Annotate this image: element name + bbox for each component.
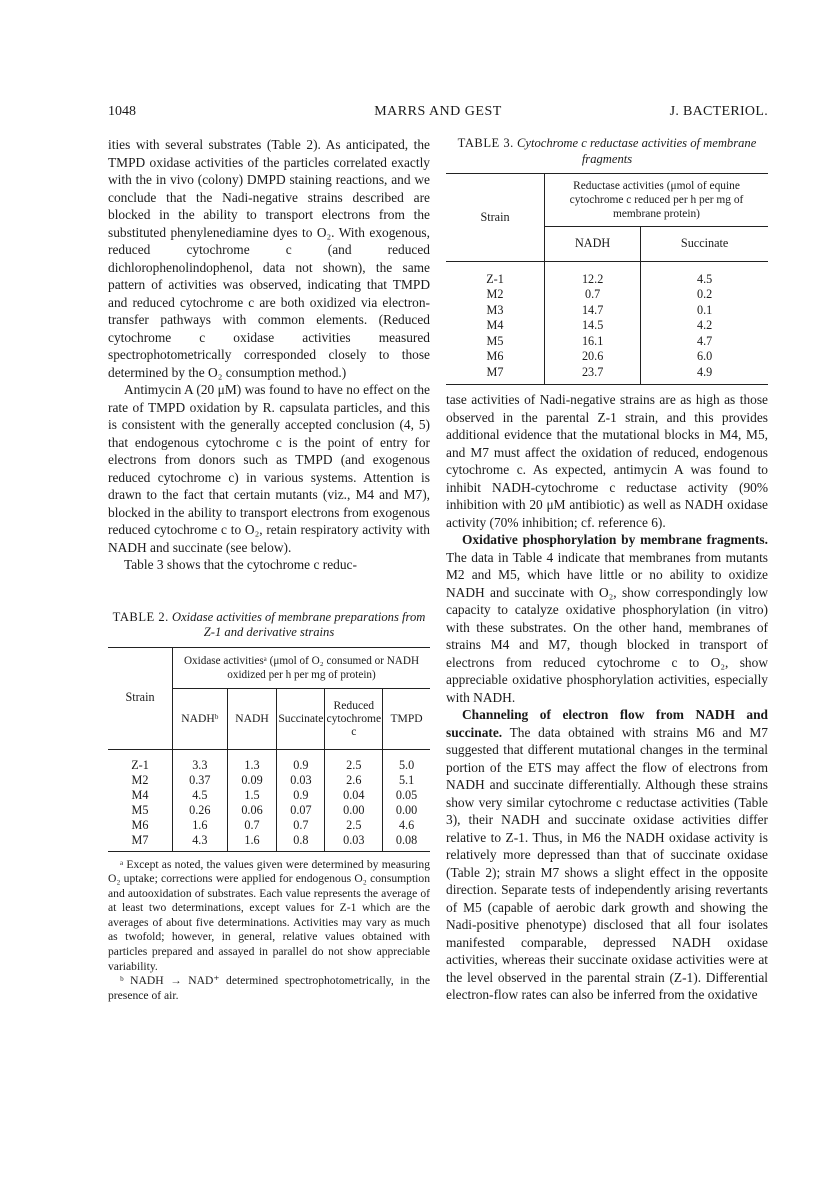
table2-col-header: TMPD	[383, 688, 430, 749]
table3-cell: 20.6	[545, 349, 641, 365]
body-paragraph: tase activities of Nadi-negative strains are as high as those observed in the parental Z-1 strain, and this provides additional evidence that the mutational blocks in M4, M5, and M7 must affect the oxidation of reduced, endogenous cytochrome c. As expected, antimycin A was found to inhibit NADH-cytochrome c reductase activity (90% inhibition with 20 μM antibiotic) as well as NADH oxidase activity (70% inhibition; cf. reference 6).	[446, 392, 768, 530]
table3-strain: Z-1	[446, 261, 545, 287]
table3-cell: 6.0	[697, 349, 713, 363]
table3-span-header: Reductase activities (μmol of equine cytochrome c reduced per h per mg of membrane protein)	[545, 174, 769, 227]
table-row	[446, 318, 768, 334]
running-title: MARRS AND GEST	[374, 104, 502, 119]
table-row	[446, 349, 768, 365]
left-column	[108, 136, 430, 1003]
table2-cell: 0.7	[277, 818, 325, 833]
body-paragraph: Antimycin A (20 μM) was found to have no effect on the rate of TMPD oxidation by R. capsulata particles, and this is consistent with the generally accepted conclusion (4, 5) that endogenous cytochrome c is the point of entry for electrons from donors such as TMPD (and exogenous reduced cytochrome c) in various systems. Attention is drawn to the fact that certain mutants (viz., M4 and M7), blocked in the ability to transport electrons from exogenous reduced cytochrome c to O₂, retain respiratory activity with NADH and succinate (see below).	[108, 382, 430, 555]
table2-strain: M5	[108, 803, 173, 818]
table2-footnote-b: ᵇ NADH → NAD⁺ determined spectrophotometrically, in the presence of air.	[108, 974, 430, 1002]
table2-cell: 0.06	[227, 803, 277, 818]
table2-strain: M4	[108, 788, 173, 803]
table3-strain: M5	[446, 334, 545, 350]
table2-strain: Z-1	[108, 749, 173, 773]
body-paragraph	[446, 706, 768, 1004]
journal-name: J. BACTERIOL.	[669, 104, 768, 119]
table3-cell: 4.2	[697, 318, 713, 332]
table2-strain: M6	[108, 818, 173, 833]
paragraph-text: The data in Table 4 indicate that membranes from mutants M2 and M5, which have little or no ability to oxidize NADH and succinate with O₂, show correspondingly low capacity to catalyze oxidative phosphorylation (in vitro) with these substrates. On the other hand, membranes of strains M4 and M7, though blocked in transport of electrons from reduced cytochrome c to O₂, show appreciable oxidative phosphorylation activities, especially with NADH.	[446, 549, 768, 705]
table2-col-header: NADH	[227, 688, 277, 749]
table2-cell: 2.6	[325, 773, 383, 788]
body-paragraph	[446, 531, 768, 706]
body-paragraph: Table 3 shows that the cytochrome c reduc-	[124, 557, 357, 572]
table2-cell: 0.04	[325, 788, 383, 803]
table2-title: Oxidase activities of membrane preparations from Z-1 and derivative strains	[171, 609, 426, 639]
table-row	[446, 261, 768, 287]
table2-cell: 4.3	[173, 833, 228, 852]
table3-strain: M7	[446, 365, 545, 385]
table2-label: TABLE 2.	[112, 609, 169, 624]
table2-cell: 4.6	[398, 817, 415, 832]
table3-cell: 0.7	[545, 287, 641, 303]
table3-cell: 23.7	[545, 365, 641, 385]
section-heading: Oxidative phosphorylation by membrane fragments.	[462, 532, 768, 547]
table3-strain: M2	[446, 287, 545, 303]
table3-strain-header: Strain	[446, 174, 545, 262]
table2-cell: 1.5	[227, 788, 277, 803]
table2-strain: M7	[108, 833, 173, 852]
table3-cell: 4.5	[697, 271, 713, 286]
table2-cell: 0.26	[173, 803, 228, 818]
table-row	[108, 833, 430, 852]
table-row	[446, 303, 768, 319]
table2-cell: 2.5	[325, 818, 383, 833]
table2-cell: 1.3	[227, 749, 277, 773]
table3-label: TABLE 3.	[457, 136, 514, 150]
table2-cell: 3.3	[173, 749, 228, 773]
table3-cell: 0.1	[697, 302, 713, 317]
table2	[108, 647, 430, 852]
table2-cell: 0.03	[325, 833, 383, 852]
table-row	[108, 818, 430, 833]
table2-cell: 0.07	[277, 803, 325, 818]
table3-strain: M3	[446, 303, 545, 319]
table2-cell: 0.9	[277, 749, 325, 773]
table2-footnotes	[108, 858, 430, 1004]
table2-cell: 0.05	[395, 787, 418, 802]
table3-col-header: NADH	[545, 227, 641, 262]
table2-cell: 1.6	[173, 818, 228, 833]
table2-cell: 0.8	[277, 833, 325, 852]
running-header	[108, 104, 768, 126]
paragraph-text: The data obtained with strains M6 and M7 suggested that different mutational changes in the terminal portion of the ETS may affect the flow of electrons from NADH and succinate differentially. Although these strains show very similar cytochrome c reductase activities (Table 3), their NADH and succinate oxidase activities differ relative to Z-1. Thus, in M6 the NADH oxidase activity is relatively more depressed than that of succinate oxidase (Table 2); strain M7 shows a slight effect in the opposite direction. Separate tests of independently arising revertants of M5 (capable of aerobic dark growth and showing the Nadi-positive phenotype) disclosed that all four isolates manifested comparable, depressed NADH oxidase activities, whereas their succinate oxidase activities were at the level observed in the parental strain (Z-1). Differential electron-flow rates can also be inferred from the oxidative	[446, 724, 768, 1002]
table2-cell: 5.1	[398, 772, 415, 787]
table2-cell: 1.6	[227, 833, 277, 852]
table-row	[108, 803, 430, 818]
table3-cell: 4.9	[697, 364, 713, 379]
page-number: 1048	[108, 104, 136, 119]
table-row	[446, 334, 768, 350]
right-column	[446, 136, 768, 1004]
table-row	[108, 773, 430, 788]
table2-cell: 0.00	[395, 802, 418, 817]
table2-cell: 0.03	[277, 773, 325, 788]
table2-cell: 4.5	[173, 788, 228, 803]
table2-cell: 0.37	[173, 773, 228, 788]
table2-cell: 0.08	[395, 832, 418, 847]
table3-col-header: Succinate	[641, 227, 768, 262]
section-heading: Channeling of electron flow from NADH and succinate.	[446, 707, 768, 740]
table2-col-header: Succinate	[277, 688, 325, 749]
table-row	[446, 365, 768, 385]
table3-cell: 4.7	[697, 333, 713, 348]
table2-col-header: NADHᵇ	[173, 688, 228, 749]
table2-cell: 5.0	[398, 757, 415, 772]
body-paragraph: ities with several substrates (Table 2). As anticipated, the TMPD oxidase activities of the particles correlated exactly with the in vivo (colony) DMPD staining reactions, and we conclude that the Nadi-negative strains described are blocked in the ability to transport electrons from the substituted phenylenediamine dyes to O₂. With exogenous, reduced cytochrome c (and reduced dichlorophenolindophenol, data not shown), the same pattern of activities was observed, indicating that TMPD and reduced cytochrome c are both oxidized via electron-transfer pathways with common elements. (Reduced cytochrome c oxidase activities measured spectrophotometrically corresponded closely to those determined by the O₂ consumption method.)	[108, 137, 430, 380]
table3-cell: 0.2	[697, 287, 713, 301]
table-row	[108, 788, 430, 803]
table2-cell: 0.7	[227, 818, 277, 833]
table3-title: Cytochrome c reductase activities of membrane fragments	[516, 136, 757, 166]
table3-cell: 12.2	[545, 261, 641, 287]
table2-cell: 0.9	[277, 788, 325, 803]
table2-col-header: Reduced cytochrome c	[325, 688, 383, 749]
table2-strain-header: Strain	[108, 647, 173, 749]
table3-cell: 14.7	[545, 303, 641, 319]
table2-cell: 2.5	[325, 749, 383, 773]
table2-footnote-a: ᵃ Except as noted, the values given were determined by measuring O₂ uptake; corrections were applied for endogenous O₂ consumption and autooxidation of substrates. Each value represents the average of at least two determinations, except values for Z-1 which are the averages of about five determinations. Activities may vary as much as twofold; however, in general, relative values obtained with particles prepared and assayed in parallel do not show appreciable variability.	[108, 857, 430, 973]
table2-caption	[108, 610, 430, 641]
table3-cell: 16.1	[545, 334, 641, 350]
table3-strain: M4	[446, 318, 545, 334]
table2-strain: M2	[108, 773, 173, 788]
table2-cell: 0.00	[325, 803, 383, 818]
table2-span-header: Oxidase activitiesᵃ (μmol of O₂ consumed or NADH oxidized per h per mg of protein)	[173, 647, 431, 688]
table3-strain: M6	[446, 349, 545, 365]
table3-caption	[446, 136, 768, 167]
table3	[446, 173, 768, 385]
table-row	[108, 749, 430, 773]
table-row	[446, 287, 768, 303]
table3-cell: 14.5	[545, 318, 641, 334]
table2-cell: 0.09	[227, 773, 277, 788]
